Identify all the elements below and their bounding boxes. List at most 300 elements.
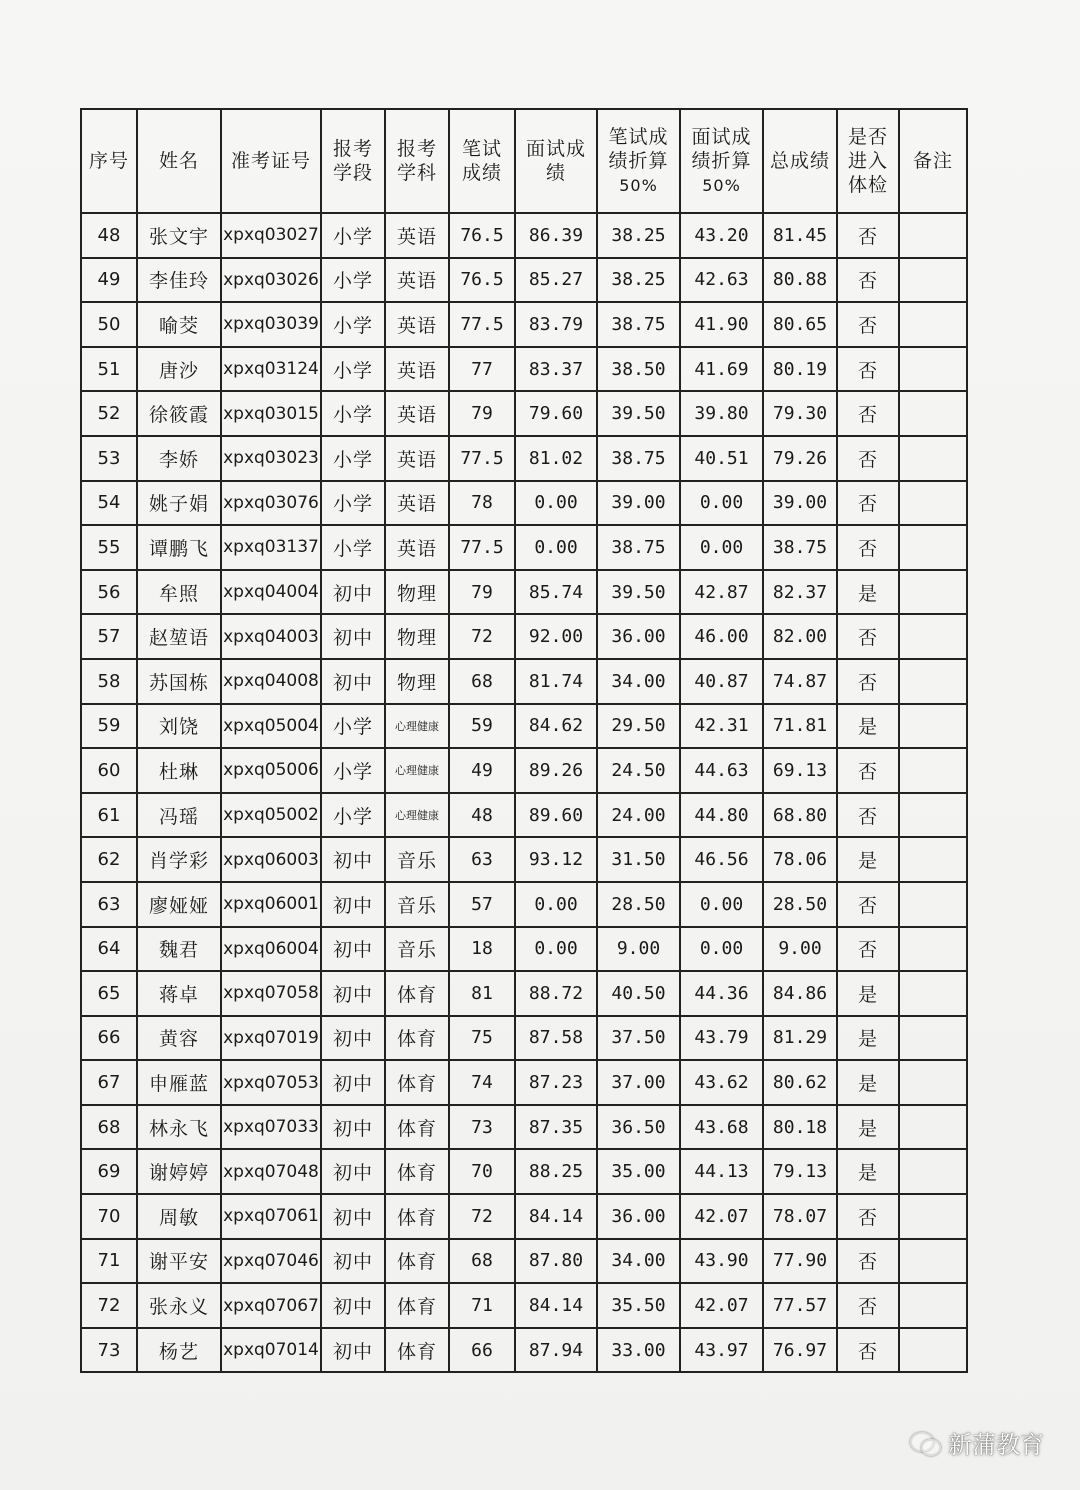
cell-exam-id: xpxq04004 (221, 570, 321, 615)
cell-written-score: 68 (449, 659, 515, 704)
cell-total: 79.30 (763, 391, 837, 436)
cell-remark (899, 1283, 967, 1328)
cell-total: 80.18 (763, 1105, 837, 1150)
cell-total: 80.62 (763, 1060, 837, 1105)
cell-stage: 小学 (321, 391, 385, 436)
cell-seq: 61 (81, 793, 137, 838)
cell-interview-converted: 0.00 (680, 525, 763, 570)
table-row (81, 793, 967, 838)
cell-interview-converted: 42.07 (680, 1194, 763, 1239)
cell-physical-exam: 是 (837, 1016, 899, 1061)
cell-remark (899, 570, 967, 615)
cell-name: 喻茭 (137, 302, 221, 347)
cell-remark (899, 1016, 967, 1061)
cell-written-score: 79 (449, 570, 515, 615)
cell-interview-score: 88.72 (515, 971, 597, 1016)
cell-name: 苏国栋 (137, 659, 221, 704)
cell-interview-score: 87.80 (515, 1239, 597, 1284)
cell-exam-id: xpxq05006 (221, 748, 321, 793)
cell-seq: 72 (81, 1283, 137, 1328)
cell-interview-score: 87.23 (515, 1060, 597, 1105)
header-interview-converted: 面试成 绩折算 50% (680, 109, 763, 213)
cell-physical-exam: 否 (837, 481, 899, 526)
cell-total: 80.19 (763, 347, 837, 392)
cell-written-converted: 38.25 (597, 213, 680, 258)
cell-exam-id: xpxq03026 (221, 258, 321, 303)
header-total: 总成绩 (763, 109, 837, 213)
cell-written-score: 78 (449, 481, 515, 526)
cell-interview-score: 89.26 (515, 748, 597, 793)
cell-written-converted: 37.00 (597, 1060, 680, 1105)
cell-exam-id: xpxq07046 (221, 1239, 321, 1284)
header-row (81, 109, 967, 213)
cell-written-converted: 35.00 (597, 1149, 680, 1194)
header-name: 姓名 (137, 109, 221, 213)
cell-written-converted: 36.50 (597, 1105, 680, 1150)
cell-name: 张永义 (137, 1283, 221, 1328)
cell-written-converted: 38.75 (597, 302, 680, 347)
cell-total: 28.50 (763, 882, 837, 927)
cell-interview-score: 89.60 (515, 793, 597, 838)
cell-name: 徐筱霞 (137, 391, 221, 436)
cell-total: 81.45 (763, 213, 837, 258)
cell-interview-converted: 44.63 (680, 748, 763, 793)
cell-exam-id: xpxq04008 (221, 659, 321, 704)
cell-exam-id: xpxq03023 (221, 436, 321, 481)
cell-seq: 69 (81, 1149, 137, 1194)
cell-remark (899, 748, 967, 793)
cell-exam-id: xpxq03076 (221, 481, 321, 526)
cell-name: 李娇 (137, 436, 221, 481)
cell-exam-id: xpxq06003 (221, 837, 321, 882)
cell-interview-score: 85.27 (515, 258, 597, 303)
cell-physical-exam: 是 (837, 704, 899, 749)
cell-physical-exam: 是 (837, 1149, 899, 1194)
cell-name: 姚子娟 (137, 481, 221, 526)
cell-total: 79.26 (763, 436, 837, 481)
cell-interview-converted: 42.31 (680, 704, 763, 749)
table-row (81, 837, 967, 882)
cell-written-converted: 38.25 (597, 258, 680, 303)
cell-remark (899, 1105, 967, 1150)
cell-seq: 57 (81, 614, 137, 659)
cell-name: 杜琳 (137, 748, 221, 793)
cell-total: 68.80 (763, 793, 837, 838)
score-table (80, 108, 968, 1373)
cell-subject: 体育 (385, 1194, 449, 1239)
cell-written-converted: 38.50 (597, 347, 680, 392)
table-row (81, 1194, 967, 1239)
cell-exam-id: xpxq07053 (221, 1060, 321, 1105)
cell-total: 76.97 (763, 1328, 837, 1373)
cell-interview-converted: 44.36 (680, 971, 763, 1016)
cell-exam-id: xpxq03039 (221, 302, 321, 347)
cell-stage: 初中 (321, 1060, 385, 1105)
cell-exam-id: xpxq07014 (221, 1328, 321, 1373)
cell-name: 蒋卓 (137, 971, 221, 1016)
cell-physical-exam: 否 (837, 1328, 899, 1373)
cell-written-score: 77.5 (449, 302, 515, 347)
cell-written-score: 73 (449, 1105, 515, 1150)
cell-physical-exam: 是 (837, 837, 899, 882)
cell-name: 黄容 (137, 1016, 221, 1061)
cell-written-converted: 24.00 (597, 793, 680, 838)
cell-name: 李佳玲 (137, 258, 221, 303)
cell-seq: 59 (81, 704, 137, 749)
cell-name: 林永飞 (137, 1105, 221, 1150)
cell-subject: 体育 (385, 971, 449, 1016)
cell-stage: 初中 (321, 1105, 385, 1150)
cell-interview-converted: 0.00 (680, 481, 763, 526)
cell-exam-id: xpxq03015 (221, 391, 321, 436)
cell-total: 69.13 (763, 748, 837, 793)
cell-subject: 音乐 (385, 927, 449, 972)
cell-interview-converted: 41.90 (680, 302, 763, 347)
cell-stage: 初中 (321, 837, 385, 882)
cell-stage: 初中 (321, 1328, 385, 1373)
cell-written-score: 59 (449, 704, 515, 749)
cell-seq: 64 (81, 927, 137, 972)
cell-exam-id: xpxq07019 (221, 1016, 321, 1061)
cell-remark (899, 1239, 967, 1284)
cell-interview-converted: 43.79 (680, 1016, 763, 1061)
cell-seq: 54 (81, 481, 137, 526)
cell-exam-id: xpxq07067 (221, 1283, 321, 1328)
table-row (81, 748, 967, 793)
cell-written-score: 74 (449, 1060, 515, 1105)
cell-remark (899, 258, 967, 303)
cell-remark (899, 927, 967, 972)
table-row (81, 882, 967, 927)
cell-stage: 初中 (321, 927, 385, 972)
table-row (81, 1239, 967, 1284)
cell-interview-converted: 44.80 (680, 793, 763, 838)
cell-seq: 60 (81, 748, 137, 793)
cell-written-converted: 34.00 (597, 1239, 680, 1284)
cell-interview-converted: 43.20 (680, 213, 763, 258)
cell-written-converted: 39.50 (597, 570, 680, 615)
cell-interview-score: 88.25 (515, 1149, 597, 1194)
cell-interview-converted: 46.56 (680, 837, 763, 882)
cell-name: 谭鹏飞 (137, 525, 221, 570)
cell-subject: 心理健康 (385, 748, 449, 793)
cell-subject: 英语 (385, 391, 449, 436)
cell-remark (899, 971, 967, 1016)
cell-subject: 物理 (385, 659, 449, 704)
cell-exam-id: xpxq03137 (221, 525, 321, 570)
cell-seq: 63 (81, 882, 137, 927)
header-exam-id: 准考证号 (221, 109, 321, 213)
table-row (81, 302, 967, 347)
cell-stage: 初中 (321, 659, 385, 704)
cell-remark (899, 481, 967, 526)
table-row (81, 347, 967, 392)
table-row (81, 1328, 967, 1373)
cell-name: 赵堃语 (137, 614, 221, 659)
cell-interview-score: 86.39 (515, 213, 597, 258)
cell-written-score: 66 (449, 1328, 515, 1373)
cell-subject: 心理健康 (385, 793, 449, 838)
cell-exam-id: xpxq04003 (221, 614, 321, 659)
cell-exam-id: xpxq05002 (221, 793, 321, 838)
table-row (81, 971, 967, 1016)
cell-seq: 68 (81, 1105, 137, 1150)
cell-interview-converted: 46.00 (680, 614, 763, 659)
cell-interview-score: 84.62 (515, 704, 597, 749)
cell-interview-score: 83.37 (515, 347, 597, 392)
cell-seq: 50 (81, 302, 137, 347)
cell-written-score: 71 (449, 1283, 515, 1328)
cell-subject: 英语 (385, 436, 449, 481)
cell-written-converted: 28.50 (597, 882, 680, 927)
cell-total: 74.87 (763, 659, 837, 704)
cell-total: 77.57 (763, 1283, 837, 1328)
cell-interview-score: 79.60 (515, 391, 597, 436)
cell-total: 71.81 (763, 704, 837, 749)
cell-subject: 体育 (385, 1149, 449, 1194)
cell-interview-score: 87.58 (515, 1016, 597, 1061)
cell-interview-converted: 44.13 (680, 1149, 763, 1194)
cell-total: 9.00 (763, 927, 837, 972)
wechat-icon (910, 1430, 940, 1456)
cell-written-score: 76.5 (449, 258, 515, 303)
cell-remark (899, 614, 967, 659)
cell-written-score: 72 (449, 614, 515, 659)
cell-physical-exam: 否 (837, 1239, 899, 1284)
cell-total: 78.06 (763, 837, 837, 882)
cell-written-score: 77.5 (449, 525, 515, 570)
header-remark: 备注 (899, 109, 967, 213)
cell-total: 77.90 (763, 1239, 837, 1284)
cell-interview-score: 92.00 (515, 614, 597, 659)
header-stage: 报考 学段 (321, 109, 385, 213)
cell-remark (899, 1328, 967, 1373)
cell-written-score: 81 (449, 971, 515, 1016)
cell-total: 82.37 (763, 570, 837, 615)
cell-subject: 体育 (385, 1283, 449, 1328)
cell-subject: 体育 (385, 1105, 449, 1150)
cell-seq: 67 (81, 1060, 137, 1105)
table-row (81, 659, 967, 704)
cell-name: 魏君 (137, 927, 221, 972)
cell-subject: 英语 (385, 258, 449, 303)
cell-physical-exam: 否 (837, 927, 899, 972)
cell-physical-exam: 否 (837, 1283, 899, 1328)
cell-interview-score: 93.12 (515, 837, 597, 882)
cell-written-score: 63 (449, 837, 515, 882)
watermark-text: 新蒲教育 (948, 1431, 1044, 1459)
cell-written-score: 72 (449, 1194, 515, 1239)
cell-total: 38.75 (763, 525, 837, 570)
cell-subject: 英语 (385, 213, 449, 258)
cell-remark (899, 704, 967, 749)
cell-subject: 体育 (385, 1060, 449, 1105)
cell-seq: 70 (81, 1194, 137, 1239)
table-row (81, 1016, 967, 1061)
cell-seq: 62 (81, 837, 137, 882)
cell-exam-id: xpxq03124 (221, 347, 321, 392)
cell-physical-exam: 否 (837, 436, 899, 481)
cell-name: 牟照 (137, 570, 221, 615)
header-written-score: 笔试 成绩 (449, 109, 515, 213)
cell-exam-id: xpxq07061 (221, 1194, 321, 1239)
cell-remark (899, 302, 967, 347)
cell-written-score: 75 (449, 1016, 515, 1061)
cell-written-score: 77.5 (449, 436, 515, 481)
cell-physical-exam: 否 (837, 258, 899, 303)
cell-interview-score: 83.79 (515, 302, 597, 347)
cell-written-converted: 37.50 (597, 1016, 680, 1061)
cell-written-score: 76.5 (449, 213, 515, 258)
cell-interview-score: 0.00 (515, 927, 597, 972)
cell-stage: 小学 (321, 793, 385, 838)
cell-remark (899, 882, 967, 927)
table-row (81, 525, 967, 570)
cell-interview-converted: 43.62 (680, 1060, 763, 1105)
cell-stage: 初中 (321, 1149, 385, 1194)
cell-interview-score: 84.14 (515, 1283, 597, 1328)
cell-name: 冯瑶 (137, 793, 221, 838)
cell-interview-score: 87.94 (515, 1328, 597, 1373)
cell-name: 周敏 (137, 1194, 221, 1239)
cell-remark (899, 1149, 967, 1194)
cell-interview-score: 81.02 (515, 436, 597, 481)
cell-written-converted: 36.00 (597, 1194, 680, 1239)
cell-written-converted: 36.00 (597, 614, 680, 659)
cell-total: 80.65 (763, 302, 837, 347)
cell-physical-exam: 否 (837, 347, 899, 392)
cell-name: 申雁蓝 (137, 1060, 221, 1105)
cell-stage: 初中 (321, 614, 385, 659)
table-row (81, 391, 967, 436)
cell-stage: 初中 (321, 1016, 385, 1061)
cell-subject: 心理健康 (385, 704, 449, 749)
cell-written-converted: 24.50 (597, 748, 680, 793)
table-row (81, 258, 967, 303)
cell-stage: 小学 (321, 704, 385, 749)
cell-seq: 51 (81, 347, 137, 392)
cell-interview-score: 81.74 (515, 659, 597, 704)
cell-stage: 初中 (321, 1194, 385, 1239)
cell-seq: 66 (81, 1016, 137, 1061)
cell-remark (899, 525, 967, 570)
cell-remark (899, 793, 967, 838)
cell-written-score: 79 (449, 391, 515, 436)
cell-exam-id: xpxq06001 (221, 882, 321, 927)
cell-physical-exam: 是 (837, 1060, 899, 1105)
cell-exam-id: xpxq06004 (221, 927, 321, 972)
table-row (81, 213, 967, 258)
cell-seq: 55 (81, 525, 137, 570)
table-row (81, 1283, 967, 1328)
cell-stage: 小学 (321, 481, 385, 526)
cell-written-score: 70 (449, 1149, 515, 1194)
cell-name: 刘饶 (137, 704, 221, 749)
header-interview-score: 面试成 绩 (515, 109, 597, 213)
cell-interview-converted: 42.87 (680, 570, 763, 615)
cell-interview-score: 0.00 (515, 481, 597, 526)
cell-stage: 初中 (321, 882, 385, 927)
table-row (81, 1105, 967, 1150)
cell-name: 谢平安 (137, 1239, 221, 1284)
cell-seq: 53 (81, 436, 137, 481)
cell-subject: 体育 (385, 1328, 449, 1373)
cell-physical-exam: 否 (837, 525, 899, 570)
cell-subject: 英语 (385, 347, 449, 392)
cell-seq: 49 (81, 258, 137, 303)
header-subject: 报考 学科 (385, 109, 449, 213)
table-row (81, 927, 967, 972)
cell-written-score: 49 (449, 748, 515, 793)
cell-interview-converted: 40.51 (680, 436, 763, 481)
cell-subject: 物理 (385, 614, 449, 659)
table-row (81, 704, 967, 749)
cell-interview-score: 0.00 (515, 525, 597, 570)
cell-total: 82.00 (763, 614, 837, 659)
cell-total: 79.13 (763, 1149, 837, 1194)
cell-physical-exam: 否 (837, 213, 899, 258)
cell-stage: 初中 (321, 971, 385, 1016)
cell-written-score: 18 (449, 927, 515, 972)
cell-remark (899, 391, 967, 436)
cell-remark (899, 347, 967, 392)
watermark (910, 1425, 1044, 1460)
cell-total: 39.00 (763, 481, 837, 526)
cell-total: 78.07 (763, 1194, 837, 1239)
cell-interview-converted: 41.69 (680, 347, 763, 392)
cell-name: 廖娅娅 (137, 882, 221, 927)
cell-written-score: 77 (449, 347, 515, 392)
cell-total: 84.86 (763, 971, 837, 1016)
cell-interview-converted: 39.80 (680, 391, 763, 436)
cell-exam-id: xpxq07048 (221, 1149, 321, 1194)
cell-remark (899, 837, 967, 882)
cell-stage: 小学 (321, 258, 385, 303)
cell-interview-converted: 0.00 (680, 882, 763, 927)
cell-written-score: 57 (449, 882, 515, 927)
cell-physical-exam: 是 (837, 1105, 899, 1150)
cell-seq: 65 (81, 971, 137, 1016)
table-row (81, 614, 967, 659)
cell-name: 肖学彩 (137, 837, 221, 882)
cell-seq: 58 (81, 659, 137, 704)
cell-total: 80.88 (763, 258, 837, 303)
cell-name: 杨艺 (137, 1328, 221, 1373)
table-row (81, 1149, 967, 1194)
cell-written-converted: 31.50 (597, 837, 680, 882)
cell-total: 81.29 (763, 1016, 837, 1061)
cell-physical-exam: 否 (837, 793, 899, 838)
cell-stage: 小学 (321, 436, 385, 481)
cell-subject: 体育 (385, 1016, 449, 1061)
cell-exam-id: xpxq07033 (221, 1105, 321, 1150)
cell-seq: 52 (81, 391, 137, 436)
cell-stage: 小学 (321, 213, 385, 258)
cell-stage: 小学 (321, 525, 385, 570)
cell-interview-score: 84.14 (515, 1194, 597, 1239)
cell-physical-exam: 否 (837, 1194, 899, 1239)
cell-interview-converted: 42.63 (680, 258, 763, 303)
cell-stage: 小学 (321, 347, 385, 392)
cell-physical-exam: 否 (837, 748, 899, 793)
cell-physical-exam: 是 (837, 570, 899, 615)
cell-interview-score: 0.00 (515, 882, 597, 927)
cell-stage: 初中 (321, 1239, 385, 1284)
cell-subject: 音乐 (385, 837, 449, 882)
cell-interview-converted: 0.00 (680, 927, 763, 972)
cell-seq: 71 (81, 1239, 137, 1284)
cell-physical-exam: 否 (837, 391, 899, 436)
